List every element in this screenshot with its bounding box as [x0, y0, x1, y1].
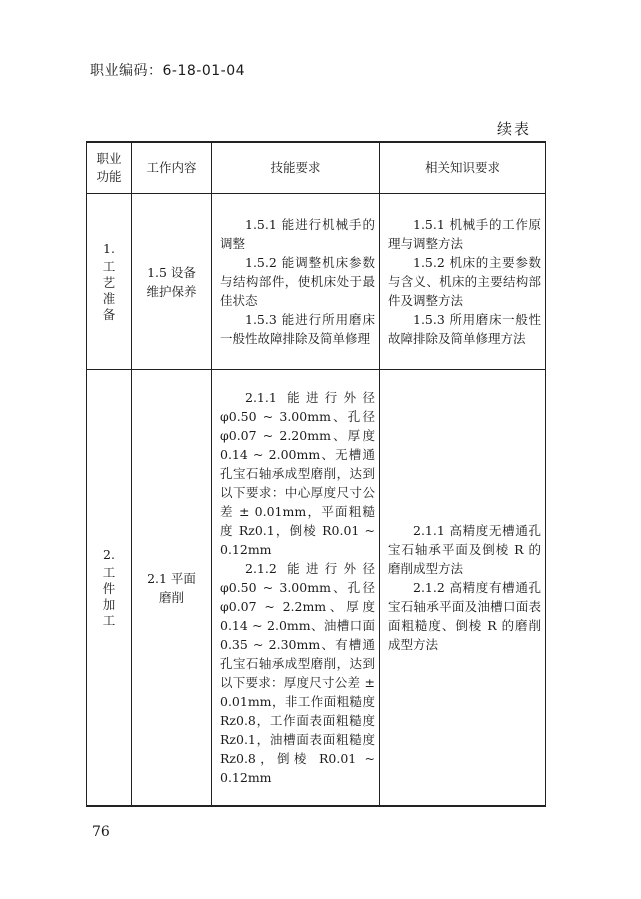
function-char: 工	[102, 612, 116, 628]
knowledge-item: 1.5.3 所用磨床一般性故障排除及简单修理方法	[388, 312, 541, 346]
skills-table	[86, 141, 546, 807]
knowledge-cell	[380, 370, 546, 807]
skill-item: 1.5.3 能进行所用磨床一般性故障排除及简单修理	[220, 312, 375, 346]
knowledge-item: 2.1.1 高精度无槽通孔宝石轴承平面及倒棱 R 的磨削成型方法	[388, 523, 541, 576]
skill-item: 2.1.2 能进行外径 φ0.50 ~ 3.00mm、孔径 φ0.07 ~ 2.2mm、厚度 0.14 ~ 2.0mm、油槽口面 0.35 ~ 2.30mm、有槽通孔宝石轴承成型磨削，达到以下要求：厚度尺寸公差 ± 0.01mm，非工作面粗糙度 Rz0.8，工作面表面粗糙度 Rz0.1，油槽面表面粗糙度 Rz0.8，倒棱 R0.01 ~ 0.12mm	[220, 561, 375, 785]
occupation-code: 职业编码：6-18-01-04	[90, 63, 246, 79]
table-header-row	[87, 142, 546, 194]
page-number: 76	[92, 824, 110, 840]
column-header-content: 工作内容	[132, 142, 212, 194]
skill-item: 1.5.2 能调整机床参数与结构部件，使机床处于最佳状态	[220, 255, 375, 308]
column-header-function	[87, 142, 132, 194]
function-cell	[87, 370, 132, 807]
knowledge-item: 1.5.2 机床的主要参数与含义、机床的主要结构部件及调整方法	[388, 255, 541, 308]
table-row	[87, 194, 546, 370]
work-content-cell	[132, 194, 212, 370]
function-char: 工	[102, 258, 116, 274]
work-content-text: 1.5 设备 维护保养	[146, 264, 197, 299]
continued-label: 续表	[496, 120, 531, 138]
function-char: 备	[102, 306, 116, 322]
knowledge-cell	[380, 194, 546, 370]
function-char: 加	[102, 596, 116, 612]
function-char: 工	[102, 564, 116, 580]
column-header-label: 职业 功能	[96, 151, 122, 184]
work-content-text: 2.1 平面 磨削	[147, 570, 196, 605]
function-char: 件	[102, 580, 116, 596]
function-char: 艺	[102, 274, 116, 290]
work-content-cell	[132, 370, 212, 807]
skill-item: 1.5.1 能进行机械手的调整	[220, 217, 375, 251]
function-number: 1.	[103, 240, 115, 256]
column-header-knowledge: 相关知识要求	[380, 142, 546, 194]
skill-item: 2.1.1 能进行外径 φ0.50 ~ 3.00mm、孔径 φ0.07 ~ 2.20mm、厚度 0.14 ~ 2.00mm、无槽通孔宝石轴承成型磨削，达到以下要求：中心厚度尺寸公差 ± 0.01mm，平面粗糙度 Rz0.1，倒棱 R0.01 ~ 0.12mm	[220, 390, 375, 557]
function-cell	[87, 194, 132, 370]
function-char: 准	[102, 290, 116, 306]
function-number: 2.	[103, 546, 115, 562]
skills-cell	[212, 194, 380, 370]
column-header-skills: 技能要求	[212, 142, 380, 194]
knowledge-item: 1.5.1 机械手的工作原理与调整方法	[388, 217, 541, 251]
knowledge-item: 2.1.2 高精度有槽通孔宝石轴承平面及油槽口面表面粗糙度、倒棱 R 的磨削成型方法	[388, 580, 541, 652]
table-row	[87, 370, 546, 807]
skills-cell	[212, 370, 380, 807]
